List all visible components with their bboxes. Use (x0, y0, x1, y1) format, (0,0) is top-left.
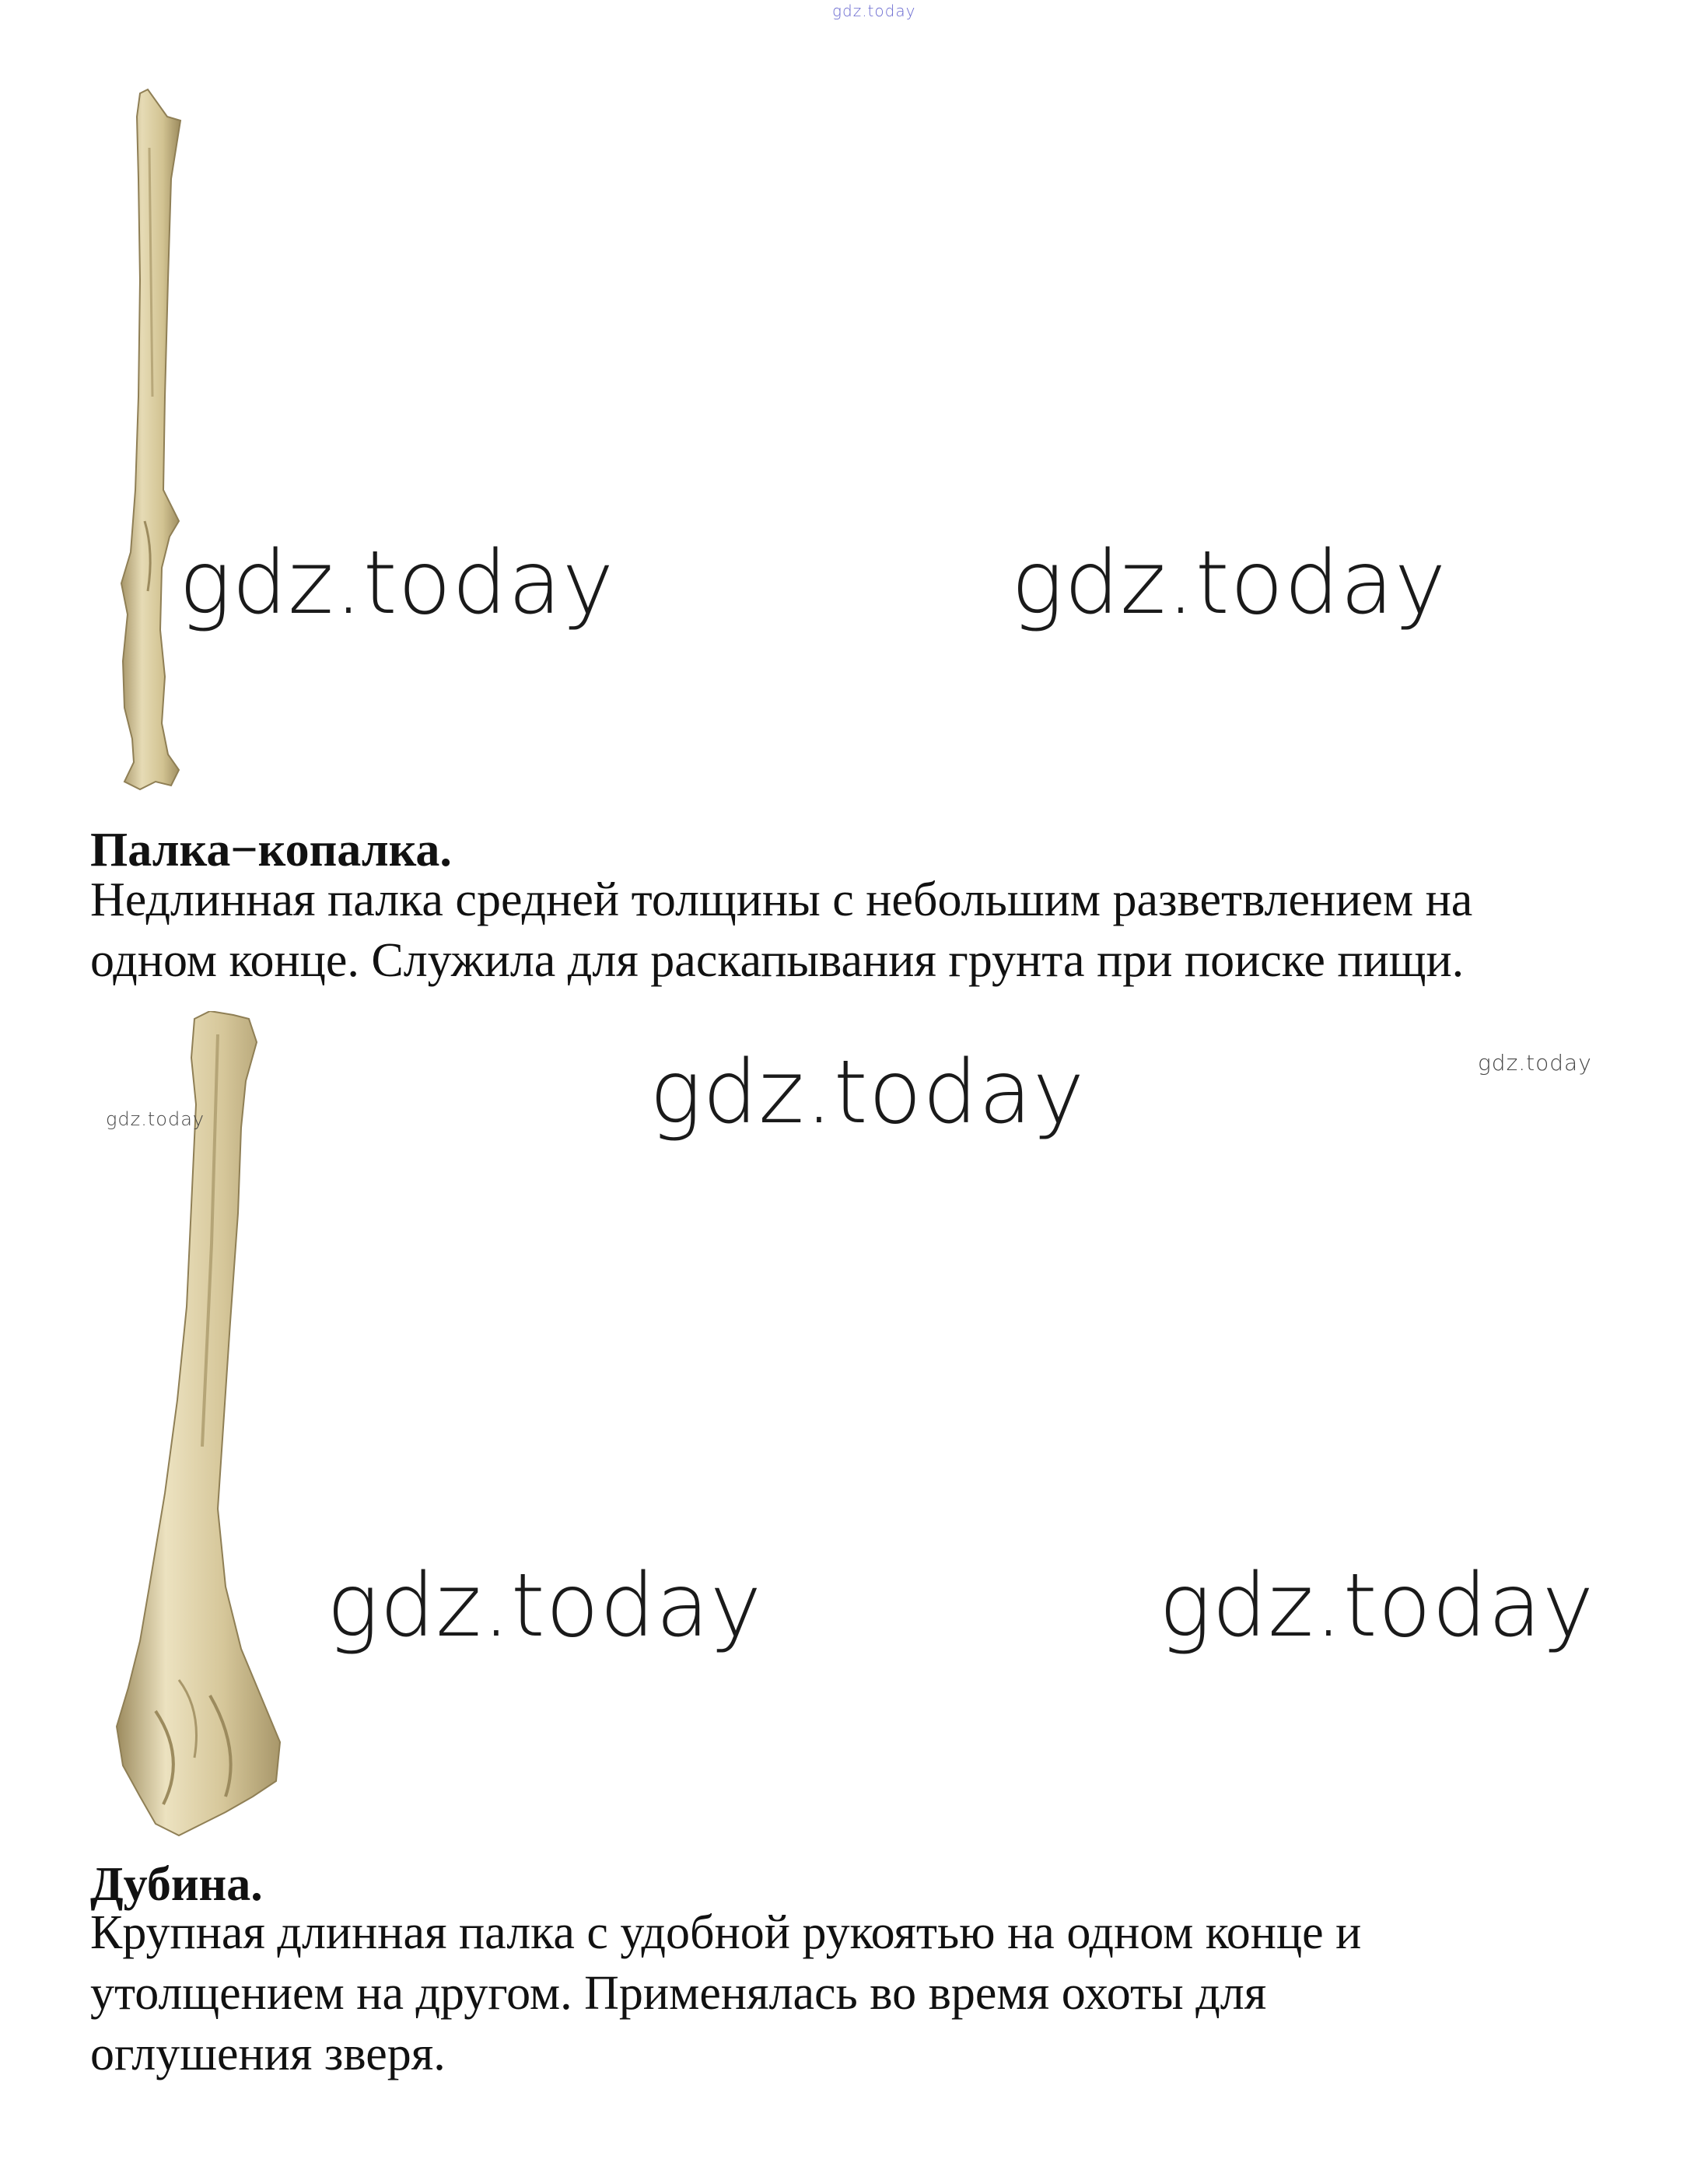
description-line: утолщением на другом. Применялась во время охоты для (90, 1967, 1267, 2020)
description-line: оглушения зверя. (90, 2028, 446, 2080)
item-title: Палка−копалка. (90, 824, 452, 877)
watermark: gdz.today (179, 533, 615, 634)
club-image (93, 1011, 296, 1843)
description-line: Крупная длинная палка с удобной рукоятью на одном конце и (90, 1906, 1362, 1959)
watermark-top: gdz.today (832, 2, 916, 20)
item-title: Дубина. (90, 1858, 263, 1911)
watermark: gdz.today (649, 1042, 1086, 1143)
watermark: gdz.today (106, 1108, 205, 1130)
watermark: gdz.today (1159, 1555, 1595, 1657)
item-description (90, 870, 1661, 991)
item-description (90, 1902, 1661, 2084)
digging-stick-image (93, 86, 249, 809)
description-line: одном конце. Служила для раскапывания грунта при поиске пищи. (90, 934, 1465, 987)
watermark: gdz.today (1478, 1050, 1592, 1076)
watermark: gdz.today (327, 1555, 763, 1657)
description-line: Недлинная палка средней толщины с небольшим разветвлением на (90, 873, 1473, 926)
watermark: gdz.today (1011, 533, 1447, 634)
